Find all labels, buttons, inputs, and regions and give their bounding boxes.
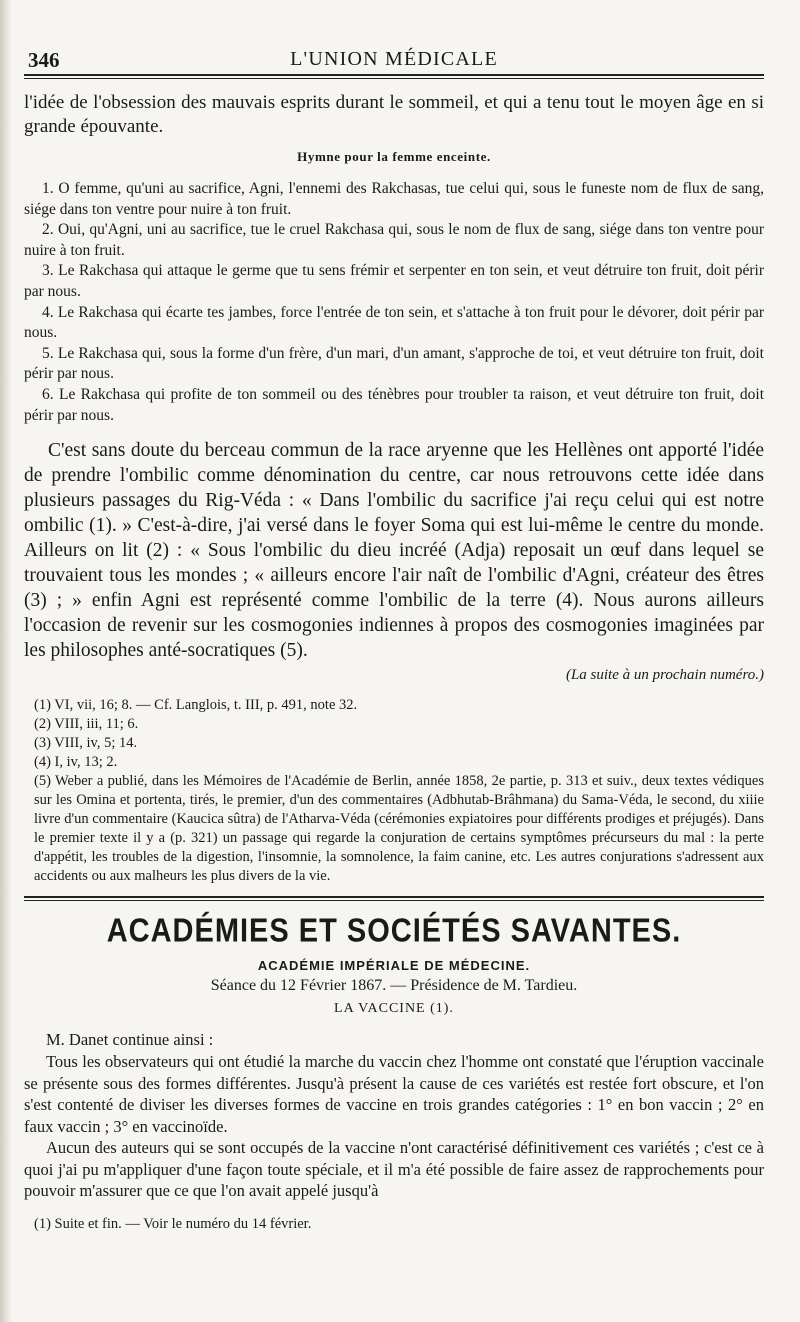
- verse-6: 6. Le Rakchasa qui profite de ton sommeil ou des ténèbres pour troubler ta raison, et veut détruire ton fruit, doit périr par nous.: [24, 385, 764, 424]
- section-paragraph-1: Tous les observateurs qui ont étudié la marche du vaccin chez l'homme ont constaté que l'éruption vaccinale se présente sous des formes différentes. Jusqu'à présent la cause de ces variétés est restée fort obscure, et l'on s'est contenté de diviser les diverses formes de vaccine en trois grandes catégories : 1° en bon vaccin ; 2° en faux vaccin ; 3° en vaccinoïde.: [24, 1052, 764, 1136]
- academy-name: ACADÉMIE IMPÉRIALE DE MÉDECINE.: [257, 958, 531, 974]
- section-footnote: (1) Suite et fin. — Voir le numéro du 14 février.: [34, 1215, 312, 1232]
- footnote-1: (1) VI, vii, 16; 8. — Cf. Langlois, t. III, p. 491, note 32.: [34, 697, 358, 714]
- speaker-intro: M. Danet continue ainsi :: [46, 1030, 214, 1050]
- footnote-5: (5) Weber a publié, dans les Mémoires de l'Académie de Berlin, année 1858, 2e partie, p. 313 et suiv., deux textes védiques sur les Omina et portenta, tirés, le premier, d'un des commentaires (Adbhutab-Brâhmana) du Sama-Véda, le second, du xiiie livre d'un commentaire (Kaucica sûtra) de l'Atharva-Véda (cérémonies expiatoires pour différents prodiges et préjugés). Dans le premier texte il y a (p. 321) un passage qui regarde la conjuration de certains symptômes précurseurs du mal : la perte d'appétit, les troubles de la digestion, l'insomnie, la somnolence, la faim canine, etc. Les autres conjurations s'adressent aux accidents ou aux malheurs les plus divers de la vie.: [34, 773, 764, 885]
- lead-paragraph: l'idée de l'obsession des mauvais esprits durant le sommeil, et qui a tenu tout le moyen âge en si grande épouvante.: [24, 92, 764, 137]
- footnotes: [24, 696, 764, 886]
- page-header: [24, 40, 764, 80]
- journal-title: L'UNION MÉDICALE: [290, 48, 498, 70]
- continuation-note: (La suite à un prochain numéro.): [565, 667, 764, 684]
- verse-2: 2. Oui, qu'Agni, uni au sacrifice, tue le cruel Rakchasa qui, sous le nom de flux de sang, siége dans ton ventre pour nuire à ton fruit.: [24, 221, 764, 259]
- section-title: ACADÉMIES ET SOCIÉTÉS SAVANTES.: [106, 912, 682, 950]
- verse-1: 1. O femme, qu'uni au sacrifice, Agni, l'ennemi des Rakchasas, tue celui qui, sous le funeste nom de flux de sang, siége dans ton ventre pour nuire à ton fruit.: [24, 180, 764, 218]
- seance-line: Séance du 12 Février 1867. — Présidence de M. Tardieu.: [210, 977, 578, 995]
- footnote-3: (3) VIII, iv, 5; 14.: [34, 735, 138, 752]
- footnote-4: (4) I, iv, 13; 2.: [34, 754, 118, 771]
- verse-4: 4. Le Rakchasa qui écarte tes jambes, force l'entrée de ton sein, et s'attache à ton fruit pour le dévorer, doit périr par nous.: [24, 303, 764, 342]
- footnote-2: (2) VIII, iii, 11; 6.: [34, 716, 139, 733]
- section-paragraph-2: Aucun des auteurs qui se sont occupés de la vaccine n'ont caractérisé définitivement ces variétés ; c'est ce à quoi j'ai pu m'appliquer d'une façon toute spéciale, et il m'a été possible de faire assez de rapprochements pour pouvoir m'assurer que ce que l'on avait appelé jusqu'à: [24, 1138, 764, 1201]
- section-rule-thin: [24, 900, 764, 901]
- hymn-title: Hymne pour la femme enceinte.: [297, 149, 491, 164]
- page-number: 346: [28, 48, 60, 72]
- subject-heading: LA VACCINE (1).: [334, 1001, 454, 1017]
- verse-5: 5. Le Rakchasa qui, sous la forme d'un frère, d'un mari, d'un amant, s'approche de toi, et veut détruire ton fruit, doit périr par nous.: [24, 344, 764, 383]
- verse-3: 3. Le Rakchasa qui attaque le germe que tu sens frémir et serpenter en ton sein, et veut détruire ton fruit, doit périr par nous.: [24, 262, 764, 300]
- journal-page: [24, 40, 764, 1233]
- page-gutter-shadow: [0, 0, 12, 1322]
- main-paragraph: C'est sans doute du berceau commun de la race aryenne que les Hellènes ont apporté l'idée de prendre l'ombilic comme dénomination du centre, car nous retrouvons cette idée dans plusieurs passages du Rig-Véda : « Dans l'ombilic du sacrifice j'ai reçu celui qui est notre ombilic (1). » C'est-à-dire, j'ai versé dans le foyer Soma qui est lui-même le centre du monde. Ailleurs on lit (2) : « Sous l'ombilic du dieu incréé (Adja) reposait un œuf dans lequel se trouvaient tous les mondes ; « ailleurs encore l'air naît de l'ombilic d'Agni, créateur des êtres (3) ; » enfin Agni est représenté comme l'ombilic de la terre (4). Nous aurons ailleurs l'occasion de revenir sur les cosmogonies indiennes à propos des cosmogonies imaginées par les philosophes anté-socratiques (5).: [24, 440, 764, 662]
- section-rule-thick: [24, 896, 764, 898]
